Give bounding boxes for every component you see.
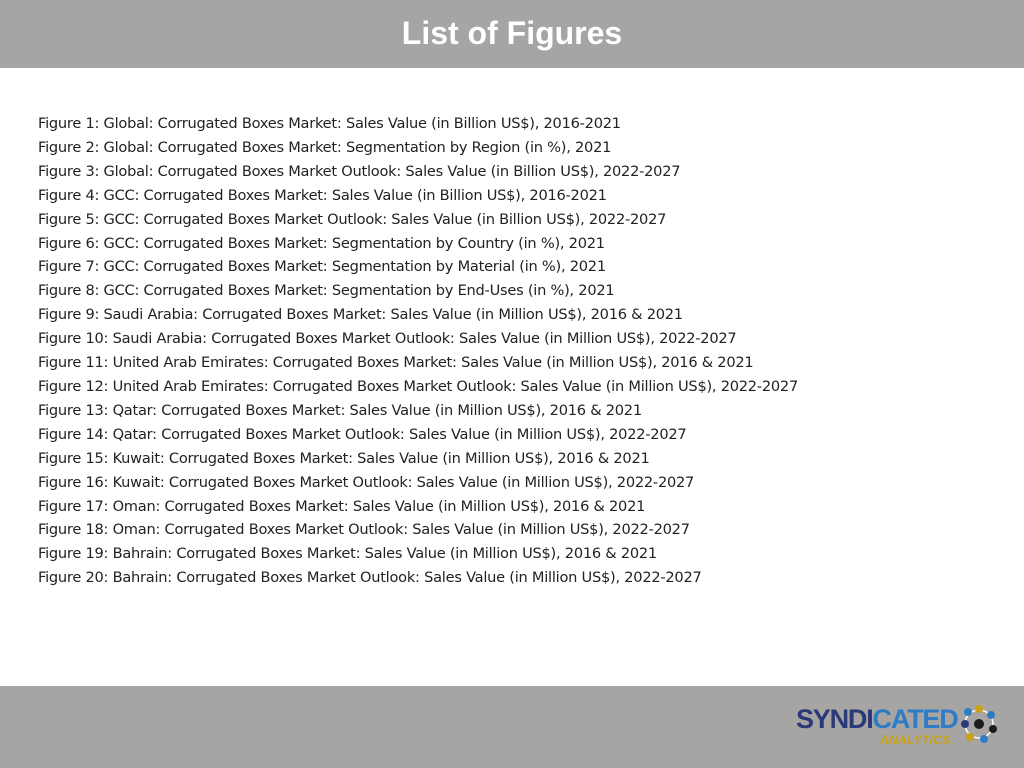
figure-item-2: Figure 2: Global: Corrugated Boxes Market: Segmentation by Region (in %), 2021 — [38, 138, 612, 156]
figure-item-8: Figure 8: GCC: Corrugated Boxes Market: Segmentation by End-Uses (in %), 2021 — [38, 282, 615, 300]
figure-item-11: Figure 11: United Arab Emirates: Corrugated Boxes Market: Sales Value (in Million US$), 2016 & 2021 — [38, 354, 754, 372]
figure-item-20: Figure 20: Bahrain: Corrugated Boxes Market Outlook: Sales Value (in Million US$), 2022-2027 — [38, 569, 702, 587]
figure-item-3: Figure 3: Global: Corrugated Boxes Market Outlook: Sales Value (in Billion US$), 2022-2027 — [38, 162, 681, 180]
figure-item-7: Figure 7: GCC: Corrugated Boxes Market: Segmentation by Material (in %), 2021 — [38, 258, 606, 276]
logo-ring-icon — [961, 705, 997, 743]
figure-item-5: Figure 5: GCC: Corrugated Boxes Market Outlook: Sales Value (in Billion US$), 2022-2027 — [38, 210, 667, 228]
figure-item-12: Figure 12: United Arab Emirates: Corrugated Boxes Market Outlook: Sales Value (in Million US$), 2022-2027 — [38, 377, 798, 395]
page-title: List of Figures — [401, 14, 623, 51]
syndicated-analytics-logo — [794, 702, 1004, 752]
figure-item-15: Figure 15: Kuwait: Corrugated Boxes Market: Sales Value (in Million US$), 2016 & 2021 — [38, 449, 650, 467]
figure-item-13: Figure 13: Qatar: Corrugated Boxes Market: Sales Value (in Million US$), 2016 & 2021 — [38, 401, 642, 419]
logo-word-part1: SYNDI — [796, 704, 873, 734]
figure-item-9: Figure 9: Saudi Arabia: Corrugated Boxes Market: Sales Value (in Million US$), 2016 & 2021 — [38, 306, 683, 324]
svg-text:SYNDICATED — [796, 704, 958, 734]
figure-item-6: Figure 6: GCC: Corrugated Boxes Market: Segmentation by Country (in %), 2021 — [38, 234, 605, 252]
figure-item-19: Figure 19: Bahrain: Corrugated Boxes Market: Sales Value (in Million US$), 2016 & 2021 — [38, 545, 657, 563]
logo-tagline: ANALYTICS — [880, 733, 951, 747]
figure-item-17: Figure 17: Oman: Corrugated Boxes Market: Sales Value (in Million US$), 2016 & 2021 — [38, 497, 646, 515]
figure-item-16: Figure 16: Kuwait: Corrugated Boxes Market Outlook: Sales Value (in Million US$), 2022-2027 — [38, 473, 695, 491]
header-bar — [0, 0, 1024, 68]
figure-item-1: Figure 1: Global: Corrugated Boxes Market: Sales Value (in Billion US$), 2016-2021 — [38, 115, 621, 132]
logo-word-part2: CATED — [872, 704, 958, 734]
figure-item-10: Figure 10: Saudi Arabia: Corrugated Boxes Market Outlook: Sales Value (in Million US$), 2022-2027 — [38, 330, 737, 348]
figure-list — [38, 112, 798, 590]
figure-item-14: Figure 14: Qatar: Corrugated Boxes Market Outlook: Sales Value (in Million US$), 2022-2027 — [38, 425, 687, 443]
figure-item-4: Figure 4: GCC: Corrugated Boxes Market: Sales Value (in Billion US$), 2016-2021 — [38, 186, 607, 204]
figure-item-18: Figure 18: Oman: Corrugated Boxes Market Outlook: Sales Value (in Million US$), 2022-2027 — [38, 521, 690, 539]
